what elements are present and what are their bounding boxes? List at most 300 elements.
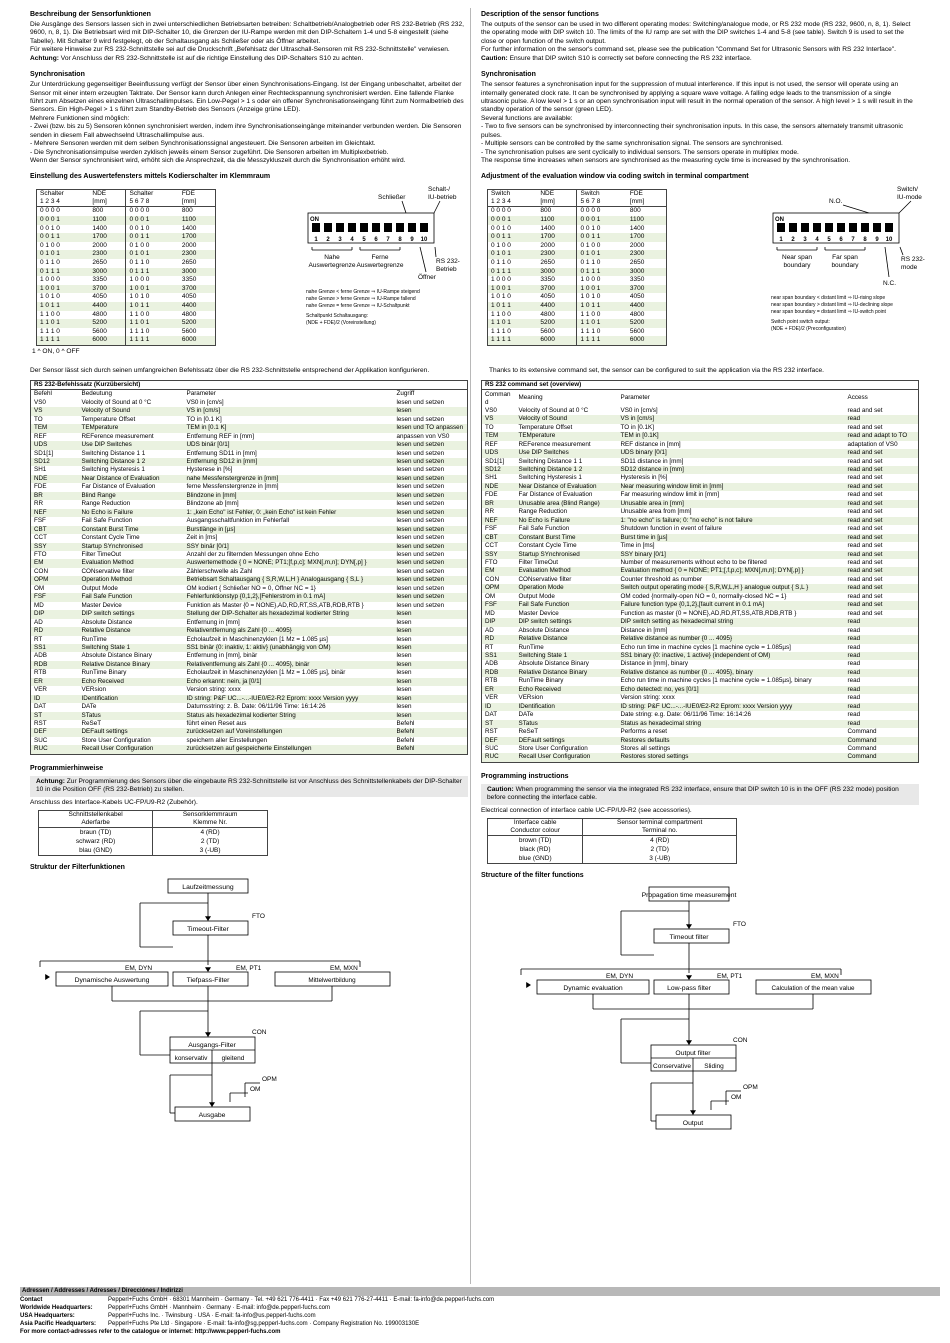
footer-value: Pepperl+Fuchs Pte Ltd · Singapore · E-mail: fa-info@sg.pepperl-fuchs.com · Company Registration No. 199003130E	[108, 1321, 420, 1328]
table-cell: OPM	[31, 576, 79, 584]
table-cell: read and set	[845, 517, 919, 525]
table-cell: Switching Distance 1 2	[79, 458, 184, 466]
table-cell: UDS	[31, 441, 79, 449]
table-cell: read	[845, 677, 919, 685]
synchronisation-en	[481, 71, 919, 165]
table-cell: REF distance in [mm]	[618, 441, 845, 449]
table-cell: Near Distance of Evaluation	[516, 483, 618, 491]
caution-line	[30, 55, 468, 63]
table-cell: Entfernung in [mm], binär	[184, 652, 394, 660]
paragraph: Die Ausgänge des Sensors lassen sich in zwei unterschiedlichen Betriebsarten betreiben: Schaltbetrieb/Analogbetrieb oder RS 232-Betrieb (RS 232, 9600, n, 8, 1). Die Betriebsart wird mit DIP-Schalter 10, die Grenzen der IU-Rampe werden mit den DIP-Schaltern 1-4 und 5-8 eingestellt (siehe Tabelle). Mit Schalter 9 wird festgelegt, ob der Schaltausgang als Schließer oder als Öffner arbeitet.	[30, 20, 464, 45]
table-cell: lesen und setzen	[394, 534, 468, 542]
table-cell: CON	[482, 576, 516, 584]
table-cell: 3350	[89, 276, 126, 285]
caution-line	[481, 55, 919, 63]
arrow-head	[526, 982, 531, 988]
table-cell: SH1	[31, 466, 79, 474]
table-cell: 1400	[89, 225, 126, 234]
table-cell: REF	[482, 441, 516, 449]
table-cell: RUC	[31, 745, 79, 754]
flow-label: Laufzeitmessung	[182, 884, 234, 892]
label-rs232-mode-line: Betrieb	[436, 266, 457, 274]
table-cell: DAT	[482, 711, 516, 719]
table-cell: ID string: P&F UC...-...-IUE0/E2-R2 Eprom: xxxx Version yyyy	[184, 695, 394, 703]
table-row	[482, 652, 919, 660]
table-cell: Version string: xxxx	[184, 686, 394, 694]
table-cell: 3000	[627, 268, 667, 277]
table-cell: 1 1 1 1	[577, 336, 627, 345]
footer-label: Asia Pacific Headquarters:	[20, 1321, 97, 1328]
table-row	[31, 669, 468, 677]
label-on: ON	[310, 217, 319, 224]
table-cell: Relative Distance	[79, 627, 184, 635]
label-far-limit-line: Ferne	[371, 254, 389, 262]
table-cell: read	[845, 711, 919, 719]
table-cell: Far Distance of Evaluation	[79, 483, 184, 491]
table-cell: 2650	[627, 259, 667, 268]
dip-number: 8	[398, 237, 402, 244]
table-cell: 1 0 1 1	[488, 302, 538, 311]
table-cell: lesen	[394, 669, 468, 677]
table-cell: 1 0 0 0	[37, 276, 90, 285]
dip-number: 3	[803, 237, 807, 244]
label-near-limit-line: Auswertegrenze	[308, 262, 356, 270]
table-cell: SUC	[31, 737, 79, 745]
note-line: near span boundary < distant limit ⇒ IU-rising slope	[771, 295, 886, 302]
table-row	[37, 276, 216, 285]
address-footer	[20, 1287, 940, 1337]
table-cell: OM	[31, 585, 79, 593]
table-cell: ID	[31, 695, 79, 703]
table-cell: Recall User Configuration	[516, 753, 618, 762]
table-cell: No Echo is Failure	[79, 509, 184, 517]
programming-en	[481, 773, 919, 864]
table-cell: STatus	[516, 720, 618, 728]
table-cell: Betriebsart Schaltausgang { S,R,W,L,H } Analogausgang { S,L }	[184, 576, 394, 584]
table-row	[37, 319, 216, 328]
table-row	[31, 576, 468, 584]
intro-text: Thanks to its extensive command set, the sensor can be configured to suit the application via the RS 232 interface.	[489, 367, 825, 375]
note-line: nahe Grenze > ferne Grenze ⇒ IU-Rampe fallend	[306, 296, 416, 303]
table-cell: Distance in [mm], binary	[618, 660, 845, 668]
col-header: Parameter	[184, 390, 394, 399]
table-cell: Velocity of Sound	[516, 415, 618, 423]
table-cell: Befehl	[394, 728, 468, 736]
table-cell: RT	[482, 644, 516, 652]
table-cell: Relativentfernung als Zahl {0 ... 4095}, binär	[184, 661, 394, 669]
table-row	[482, 551, 919, 559]
label-rs232-mode-line: RS 232-	[901, 256, 925, 264]
table-cell: Constant Burst Time	[516, 534, 618, 542]
table-cell: ReSeT	[79, 720, 184, 728]
table-cell: Blindzone in [mm]	[184, 492, 394, 500]
table-cell: read and set	[845, 584, 919, 592]
table-cell: Relative distance as number {0 ... 4095}, binary	[618, 669, 845, 677]
table-cell: blau (GND)	[39, 846, 153, 856]
label-switch-mode-line: IU-betrieb	[428, 194, 457, 202]
table-cell: Burst time in [µs]	[618, 534, 845, 542]
table-row	[482, 415, 919, 423]
table-cell: Counter threshold as number	[618, 576, 845, 584]
connector-line	[885, 247, 889, 277]
dip-switch-8	[396, 223, 404, 232]
dip-number: 6	[839, 237, 843, 244]
table-cell: Hysterese in [%]	[184, 466, 394, 474]
table-cell: CONservative filter	[79, 568, 184, 576]
table-cell: 5200	[537, 319, 577, 328]
table-cell: lesen und setzen	[394, 483, 468, 491]
table-row	[482, 474, 919, 482]
table-cell: EM	[31, 559, 79, 567]
table-cell: DIP switch settings	[516, 618, 618, 626]
table-cell: 0 1 0 0	[577, 242, 627, 251]
col-header: Schalter 5 6 7 8	[126, 190, 179, 207]
table-cell: Absolute Distance Binary	[516, 660, 618, 668]
section-title: Programming instructions	[481, 772, 569, 780]
table-cell: Echo run time in machine cycles [1 machine cycle = 1.085µs], binary	[618, 677, 845, 685]
table-row	[37, 207, 216, 216]
table-row	[39, 828, 268, 838]
table-cell: read and set	[845, 559, 919, 567]
table-row	[482, 703, 919, 711]
connector-line	[435, 247, 436, 257]
table-row	[482, 407, 919, 415]
table-cell: read and set	[845, 491, 919, 499]
table-cell: Far measuring window limit in [mm]	[618, 491, 845, 499]
dip-number: 5	[827, 237, 831, 244]
table-cell: IDentification	[79, 695, 184, 703]
table-cell: VS	[482, 415, 516, 423]
table-cell: 4800	[627, 311, 667, 320]
table-row	[31, 466, 468, 474]
table-cell: Temperature Offset	[79, 416, 184, 424]
dip-number: 6	[374, 237, 378, 244]
table-row	[488, 302, 667, 311]
table-cell: Restores defaults	[618, 737, 845, 745]
table-row	[31, 686, 468, 694]
table-cell: 800	[179, 207, 216, 216]
table-row	[482, 491, 919, 499]
label-near-limit	[309, 254, 356, 269]
table-cell: nahe Messfenstergrenze in [mm]	[184, 475, 394, 483]
table-row	[31, 475, 468, 483]
table-cell: RST	[31, 720, 79, 728]
table-cell: RDB	[482, 669, 516, 677]
note-line: near span boundary > distant limit ⇒ IU-declining slope	[771, 302, 893, 309]
table-cell: read and set	[845, 508, 919, 516]
table-cell: read	[845, 635, 919, 643]
flow-param-label: CON	[733, 1037, 748, 1045]
section-title: Beschreibung der Sensorfunktionen	[30, 11, 151, 18]
dip-switch-3	[801, 223, 809, 232]
table-cell: TO	[482, 424, 516, 432]
bullet: - Multiple sensors can be controlled by the same synchronisation signal. The sensors are synchronised.	[481, 140, 783, 148]
table-cell: Function as master {0 = NONE},AD,RD,RT,SS,ATB,RDB,RTB }	[618, 610, 845, 618]
table-cell: Anzahl der zu filternden Messungen ohne Echo	[184, 551, 394, 559]
table-cell: 5600	[537, 328, 577, 337]
label-switch-mode	[897, 186, 922, 201]
table-cell: Datumsstring: z. B. Date: 06/11/96 Time: 16:14:26	[184, 703, 394, 711]
table-cell: ST	[482, 720, 516, 728]
table-row	[482, 720, 919, 728]
table-cell: SS1	[31, 644, 79, 652]
label-switch-mode-line: Schalt-/	[428, 186, 451, 194]
connector-line	[843, 205, 869, 213]
caution-text: Zur Programmierung des Sensors über die eingebaute RS 232-Schnittstelle ist vor Anschluss des Schnittstellenkabels der DIP-Schalter 10 in die Position OFF (RS 232-Betrieb) zu stellen.	[36, 777, 462, 794]
table-cell: Status as hexadecimal string	[618, 720, 845, 728]
caution-label: Achtung:	[30, 54, 59, 62]
table-cell: TO	[31, 416, 79, 424]
table-cell: 0 1 1 1	[126, 268, 179, 277]
table-cell: RunTime	[79, 636, 184, 644]
table-row	[488, 250, 667, 259]
table-cell: 5600	[89, 328, 126, 337]
table-cell: TEM	[31, 424, 79, 432]
table-row	[37, 216, 216, 225]
table-cell: VS0	[31, 399, 79, 407]
flow-label: Dynamic evaluation	[563, 985, 623, 993]
table-row	[482, 686, 919, 694]
table-cell: Recall User Configuration	[79, 745, 184, 754]
synchronisation-de	[30, 71, 468, 165]
table-cell: Restores stored settings	[618, 753, 845, 762]
table-cell: 0 0 0 1	[37, 216, 90, 225]
intro-text: Der Sensor lässt sich durch seinen umfangreichen Befehlssatz über die RS 232-Schnittstelle entsprechend der Applikation konfigurieren.	[30, 367, 430, 375]
table-cell: TEMperature	[516, 432, 618, 440]
table-cell: FSF	[482, 525, 516, 533]
adjustment-en	[481, 173, 925, 361]
table-cell: 1 0 1 0	[37, 293, 90, 302]
table-row	[482, 635, 919, 643]
col-header: Parameter	[618, 390, 845, 407]
table-cell: 4400	[537, 302, 577, 311]
label-rs232-mode	[436, 258, 460, 273]
table-cell: VER	[31, 686, 79, 694]
table-cell: Unusable area (Blind Range)	[516, 500, 618, 508]
table-cell: read	[845, 694, 919, 702]
table-cell: CBT	[31, 526, 79, 534]
table-cell: Evaluation Method	[516, 567, 618, 575]
table-row	[482, 644, 919, 652]
table-cell: read and set	[845, 593, 919, 601]
table-cell: Unusable area from [mm]	[618, 508, 845, 516]
section-title: Synchronisation	[481, 71, 536, 79]
table-cell: 3 (-UB)	[649, 855, 671, 863]
dip-switch-7	[849, 223, 857, 232]
table-cell: 1 0 1 1	[37, 302, 90, 311]
table-cell: DEFault settings	[516, 737, 618, 745]
table-cell: CONservative filter	[516, 576, 618, 584]
table-cell: 1 1 1 0	[577, 328, 627, 337]
table-cell: lesen und setzen	[394, 517, 468, 525]
table-cell: Ausgangsschaltfunktion im Fehlerfall	[184, 517, 394, 525]
table-row	[31, 644, 468, 652]
section-title: Synchronisation	[30, 71, 85, 79]
table-cell: 1400	[627, 225, 667, 234]
table-cell: 0 0 0 0	[37, 207, 90, 216]
table-cell: 3350	[179, 276, 216, 285]
label-far-limit-line: boundary	[831, 262, 859, 270]
table-cell: lesen und setzen	[394, 602, 468, 610]
table-cell: Echolaufzeit in Maschinenzyklen [1 Mz = 1.085 µs], binär	[184, 669, 394, 677]
table-row	[37, 250, 216, 259]
table-cell: 1 0 1 0	[577, 293, 627, 302]
table-row	[488, 268, 667, 277]
table-cell: 6000	[627, 336, 667, 345]
table-cell: Absolute Distance Binary	[79, 652, 184, 660]
table-cell: 3350	[537, 276, 577, 285]
table-cell: 1 1 0 1	[488, 319, 538, 328]
table-row	[488, 328, 667, 337]
table-cell: UDS binär [0/1]	[184, 441, 394, 449]
table-cell: VS0 in [cm/s]	[184, 399, 394, 407]
dip-switch-6	[372, 223, 380, 232]
table-row	[31, 517, 468, 525]
table-cell: TEMperature	[79, 424, 184, 432]
table-cell: 0 1 1 1	[577, 268, 627, 277]
table-row	[482, 432, 919, 440]
table-cell: lesen	[394, 661, 468, 669]
dip-number: 9	[875, 237, 879, 244]
table-cell: Switching Hysteresis 1	[516, 474, 618, 482]
note-line: (NDE + FDE)/2 (Voreinstellung)	[306, 320, 376, 327]
table-cell: Version string: xxxx	[618, 694, 845, 702]
table-cell: Echo Received	[79, 678, 184, 686]
label-near-limit	[782, 254, 812, 269]
label-normally-open: N.O.	[829, 198, 843, 206]
table-cell: read and set	[845, 534, 919, 542]
table-cell: lesen und setzen	[394, 399, 468, 407]
table-cell: read	[845, 644, 919, 652]
table-cell: Stores all settings	[618, 745, 845, 753]
table-cell: 4050	[89, 293, 126, 302]
table-cell: lesen und setzen	[394, 500, 468, 508]
table-cell: RTB	[482, 677, 516, 685]
table-row	[482, 745, 919, 753]
table-cell: FTO	[31, 551, 79, 559]
table-cell: 4 (RD)	[650, 837, 670, 845]
table-cell: lesen und setzen	[394, 441, 468, 449]
table-cell: read and set	[845, 542, 919, 550]
table-cell: lesen	[394, 644, 468, 652]
switch-table	[487, 189, 667, 346]
table-cell: 2000	[89, 242, 126, 251]
table-cell: 1 1 0 0	[126, 311, 179, 320]
table-cell: Filter TimeOut	[79, 551, 184, 559]
paragraph: Electrical connection of interface cable UC-FP/U9-R2 (see accessories).	[481, 806, 692, 814]
table-row	[482, 500, 919, 508]
caution-text: When programming the sensor via the integrated RS 232 interface, ensure that DIP switch 10 is in the OFF (RS 232 mode) position before connecting the interface cable.	[487, 785, 899, 802]
paragraph: The response time increases when sensors are synchronised as the measuring cycle time is increased by the synchronisation.	[481, 157, 851, 165]
table-cell: read	[845, 415, 919, 423]
table-row	[488, 845, 737, 854]
table-cell: RunTime Binary	[79, 669, 184, 677]
table-cell: 3350	[627, 276, 667, 285]
table-cell: RTB	[31, 669, 79, 677]
table-cell: DEF	[482, 737, 516, 745]
flow-param-label: FTO	[252, 913, 265, 921]
table-title: RS 232 command set (overview)	[482, 380, 919, 389]
table-cell: Store User Configuration	[79, 737, 184, 745]
table-cell: Output Mode	[79, 585, 184, 593]
table-cell: zurücksetzen auf gespeicherte Einstellungen	[184, 745, 394, 754]
col-header: Meaning	[516, 390, 618, 407]
arrow-head	[690, 1110, 696, 1115]
bullet: - Die Synchronisationsimpulse werden zyklisch jeweils einem Sensor zugeführt. Die Sensoren arbeiten im Multiplexbetrieb.	[30, 148, 389, 156]
arrow-head	[205, 967, 211, 972]
table-cell: lesen und setzen	[394, 475, 468, 483]
flow-param-label: CON	[252, 1029, 267, 1037]
table-cell: Status als hexadezimal kodierter String	[184, 712, 394, 720]
table-cell: Switch output operating mode { S,R,W,L,H } analogue output { S,L }	[618, 584, 845, 592]
table-cell: read	[845, 660, 919, 668]
table-row	[482, 449, 919, 457]
table-cell: Fehlerfunktionstyp {0,1,2},[Fehlerstrom in 0.1 mA]	[184, 593, 394, 601]
table-cell: 4400	[179, 302, 216, 311]
table-cell: VS	[31, 407, 79, 415]
connector-line	[420, 247, 426, 272]
arrow-head	[209, 1102, 215, 1107]
table-cell: FDE	[31, 483, 79, 491]
table-cell: read and set	[845, 551, 919, 559]
section-title: Struktur der Filterfunktionen	[30, 864, 125, 872]
table-cell: CBT	[482, 534, 516, 542]
table-cell: read and set	[845, 576, 919, 584]
table-row	[488, 836, 737, 846]
table-cell: 1 0 1 1	[126, 302, 179, 311]
table-cell: Command	[845, 753, 919, 762]
table-cell: SSY	[31, 543, 79, 551]
label-far-limit-line: Far span	[832, 254, 858, 262]
table-cell: lesen	[394, 407, 468, 415]
table-cell: TO in [0.1K]	[618, 424, 845, 432]
table-cell: 0 1 1 0	[577, 259, 627, 268]
label-near-limit-line: Near span	[782, 254, 812, 262]
table-cell: 1700	[89, 233, 126, 242]
flow-label: Propagation time measurement	[641, 892, 737, 900]
table-cell: lesen	[394, 619, 468, 627]
table-cell: REFerence measurement	[516, 441, 618, 449]
section-title: Structure of the filter functions	[481, 872, 584, 880]
table-row	[31, 450, 468, 458]
col-header: Schalter 1 2 3 4	[37, 190, 90, 207]
paragraph: Zur Unterdrückung gegenseitiger Beeinflussung verfügt der Sensor über einen Synchronisations-Eingang. Ist der Eingang unbeschaltet, arbeitet der Sensor mit einer intern erzeugten Taktrate. Der Sensor kann durch Anlegen einer Rechteckspannung synchronisiert werden. Eine fallende Flanke führt zum Absetzen eines einzelnen Ultraschallimpulses. Ein Low-Pegel > 1 s oder ein offener Synchronisationseingang führt zum Normalbetrieb des Sensors. Ein High-Pegel > 1 s führt zum Standby-Betrieb des Sensors (Anzeige grüne LED).	[30, 81, 464, 114]
table-cell: VS in [cm/s]	[184, 407, 394, 415]
table-row	[31, 543, 468, 551]
table-cell: read	[845, 686, 919, 694]
table-cell: 1100	[537, 216, 577, 225]
dip-switch-9	[408, 223, 416, 232]
dip-switch-4	[348, 223, 356, 232]
table-row	[31, 534, 468, 542]
section-title: Programmierhinweise	[30, 764, 104, 772]
table-cell: Switching Distance 1 2	[516, 466, 618, 474]
table-row	[31, 720, 468, 728]
table-cell: 0 0 0 1	[577, 216, 627, 225]
table-cell: lesen	[394, 686, 468, 694]
table-cell: CON	[31, 568, 79, 576]
table-cell: 1 1 0 1	[126, 319, 179, 328]
table-cell: ReSeT	[516, 728, 618, 736]
table-cell: 0 1 1 0	[126, 259, 179, 268]
table-cell: 1100	[627, 216, 667, 225]
table-cell: read and adapt to TO	[845, 432, 919, 440]
table-cell: Store User Configuration	[516, 745, 618, 753]
table-cell: Range Reduction	[79, 500, 184, 508]
table-cell: 0 0 0 0	[126, 207, 179, 216]
table-row	[39, 846, 268, 856]
dip-number: 4	[815, 237, 819, 244]
